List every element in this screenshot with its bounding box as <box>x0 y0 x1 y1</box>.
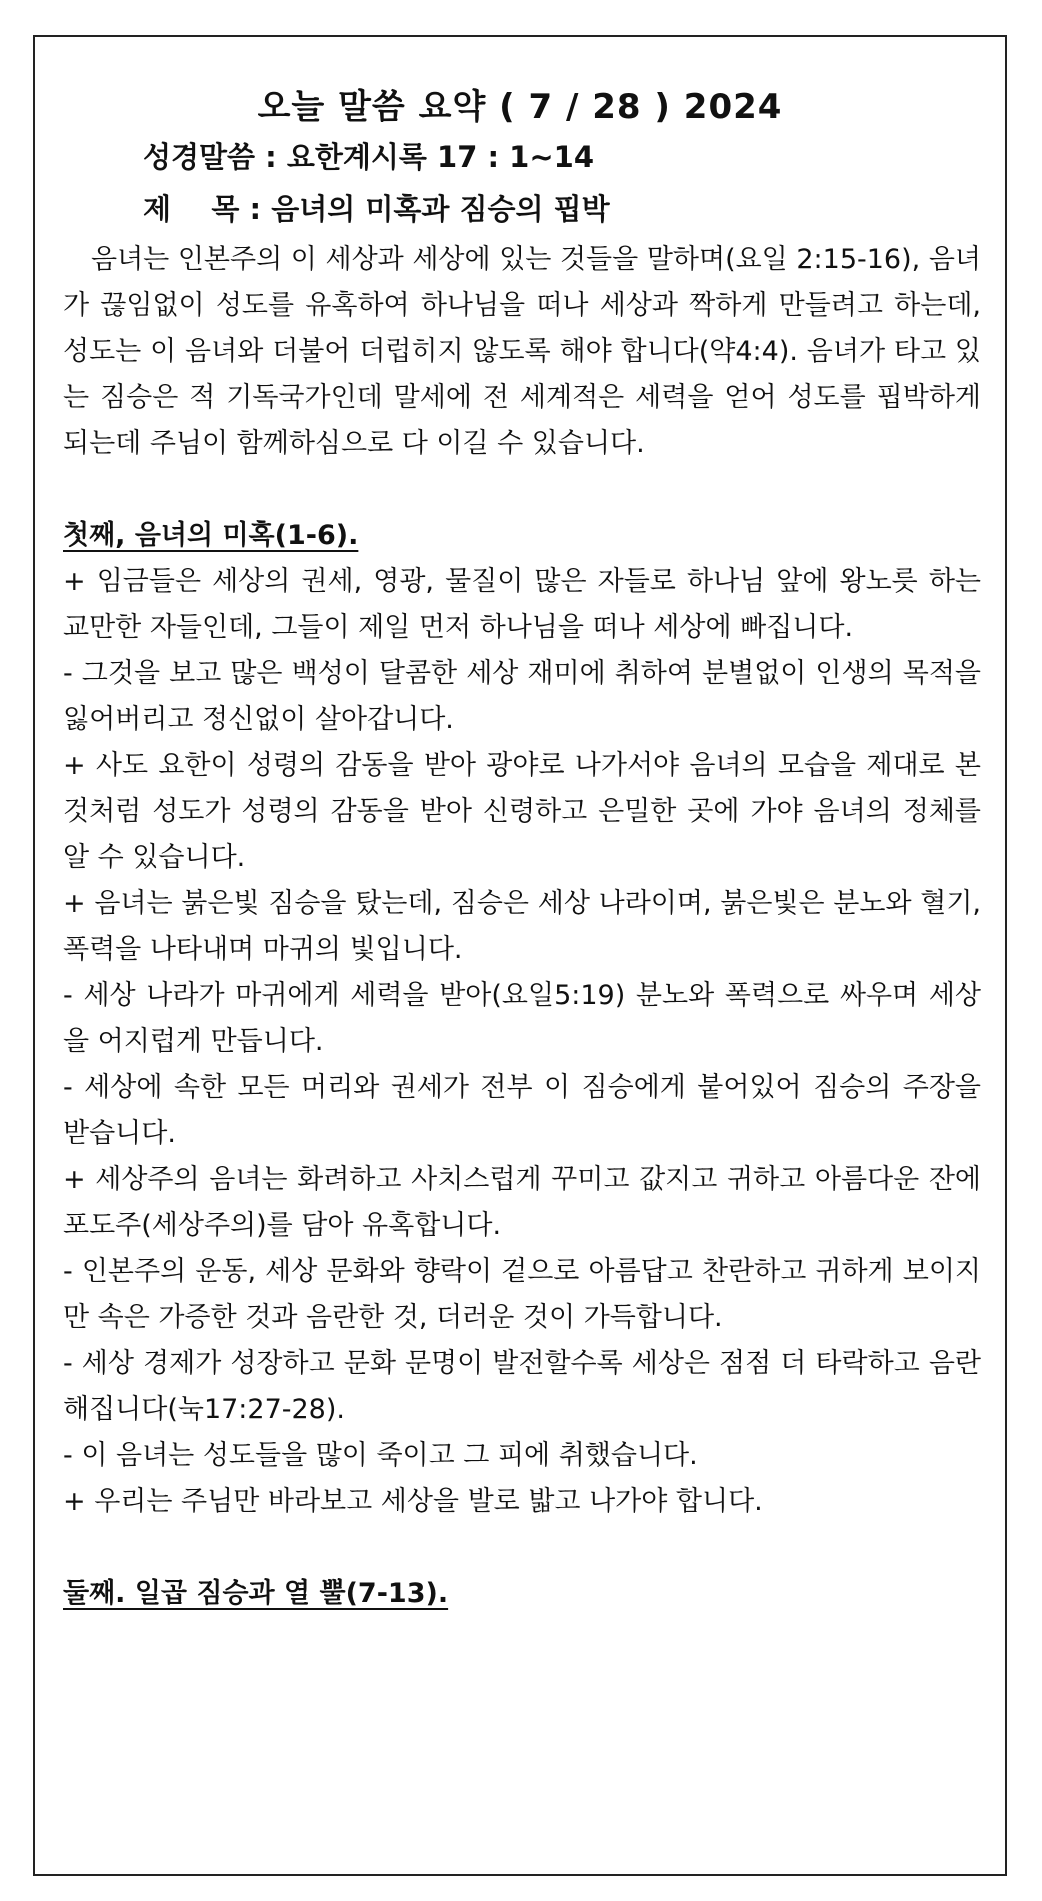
document-title: 오늘 말씀 요약 ( 7 / 28 ) 2024 <box>257 87 783 127</box>
list-item: - 세상 나라가 마귀에게 세력을 받아(요일5:19) 분노와 폭력으로 싸우며 세상을 어지럽게 만듭니다. <box>63 980 981 1057</box>
list-item: + 우리는 주님만 바라보고 세상을 발로 밟고 나가야 합니다. <box>63 1486 763 1517</box>
list-item: - 이 음녀는 성도들을 많이 죽이고 그 피에 취했습니다. <box>63 1440 698 1471</box>
list-item: + 세상주의 음녀는 화려하고 사치스럽게 꾸미고 값지고 귀하고 아름다운 잔에 포도주(세상주의)를 담아 유혹합니다. <box>63 1164 982 1241</box>
list-item: - 그것을 보고 많은 백성이 달콤한 세상 재미에 취하여 분별없이 인생의 목적을 잃어버리고 정신없이 살아갑니다. <box>63 658 981 735</box>
list-item: + 음녀는 붉은빛 짐승을 탔는데, 짐승은 세상 나라이며, 붉은빛은 분노와 혈기, 폭력을 나타내며 마귀의 빛입니다. <box>63 888 981 965</box>
scripture-reference: 성경말씀 : 요한계시록 17 : 1~14 <box>143 140 594 174</box>
list-item: - 세상에 속한 모든 머리와 권세가 전부 이 짐승에게 붙어있어 짐승의 주장을 받습니다. <box>63 1072 981 1149</box>
list-item: + 사도 요한이 성령의 감동을 받아 광야로 나가서야 음녀의 모습을 제대로 본 것처럼 성도가 성령의 감동을 받아 신령하고 은밀한 곳에 가야 음녀의 정체를 알 수 있습니다. <box>63 750 981 873</box>
section-heading-2: 둘째. 일곱 짐승과 열 뿔(7-13). <box>63 1578 449 1609</box>
sermon-subject: 제 목 : 음녀의 미혹과 짐승의 핍박 <box>143 192 610 226</box>
section-heading-1: 첫째, 음녀의 미혹(1-6). <box>63 520 359 551</box>
intro-paragraph: 음녀는 인본주의 이 세상과 세상에 있는 것들을 말하며(요일 2:15-16), 음녀가 끊임없이 성도를 유혹하여 하나님을 떠나 세상과 짝하게 만들려고 하는데, 성도는 이 음녀와 더불어 더럽히지 않도록 해야 합니다(약4:4). 음녀가 타고 있는 짐승은 적 기독국가인데 말세에 전 세계적은 세력을 얻어 성도를 핍박하게 되는데 주님이 함께하심으로 다 이길 수 있습니다. <box>63 244 981 459</box>
list-item: - 세상 경제가 성장하고 문화 문명이 발전할수록 세상은 점점 더 타락하고 음란해집니다(눅17:27-28). <box>63 1348 981 1425</box>
list-item: + 임금들은 세상의 권세, 영광, 물질이 많은 자들로 하나님 앞에 왕노릇 하는 교만한 자들인데, 그들이 제일 먼저 하나님을 떠나 세상에 빠집니다. <box>63 566 981 643</box>
document-frame <box>33 35 1007 1876</box>
list-item: - 인본주의 운동, 세상 문화와 향락이 겉으로 아름답고 찬란하고 귀하게 보이지만 속은 가증한 것과 음란한 것, 더러운 것이 가득합니다. <box>63 1256 981 1333</box>
document-body <box>63 237 981 1617</box>
